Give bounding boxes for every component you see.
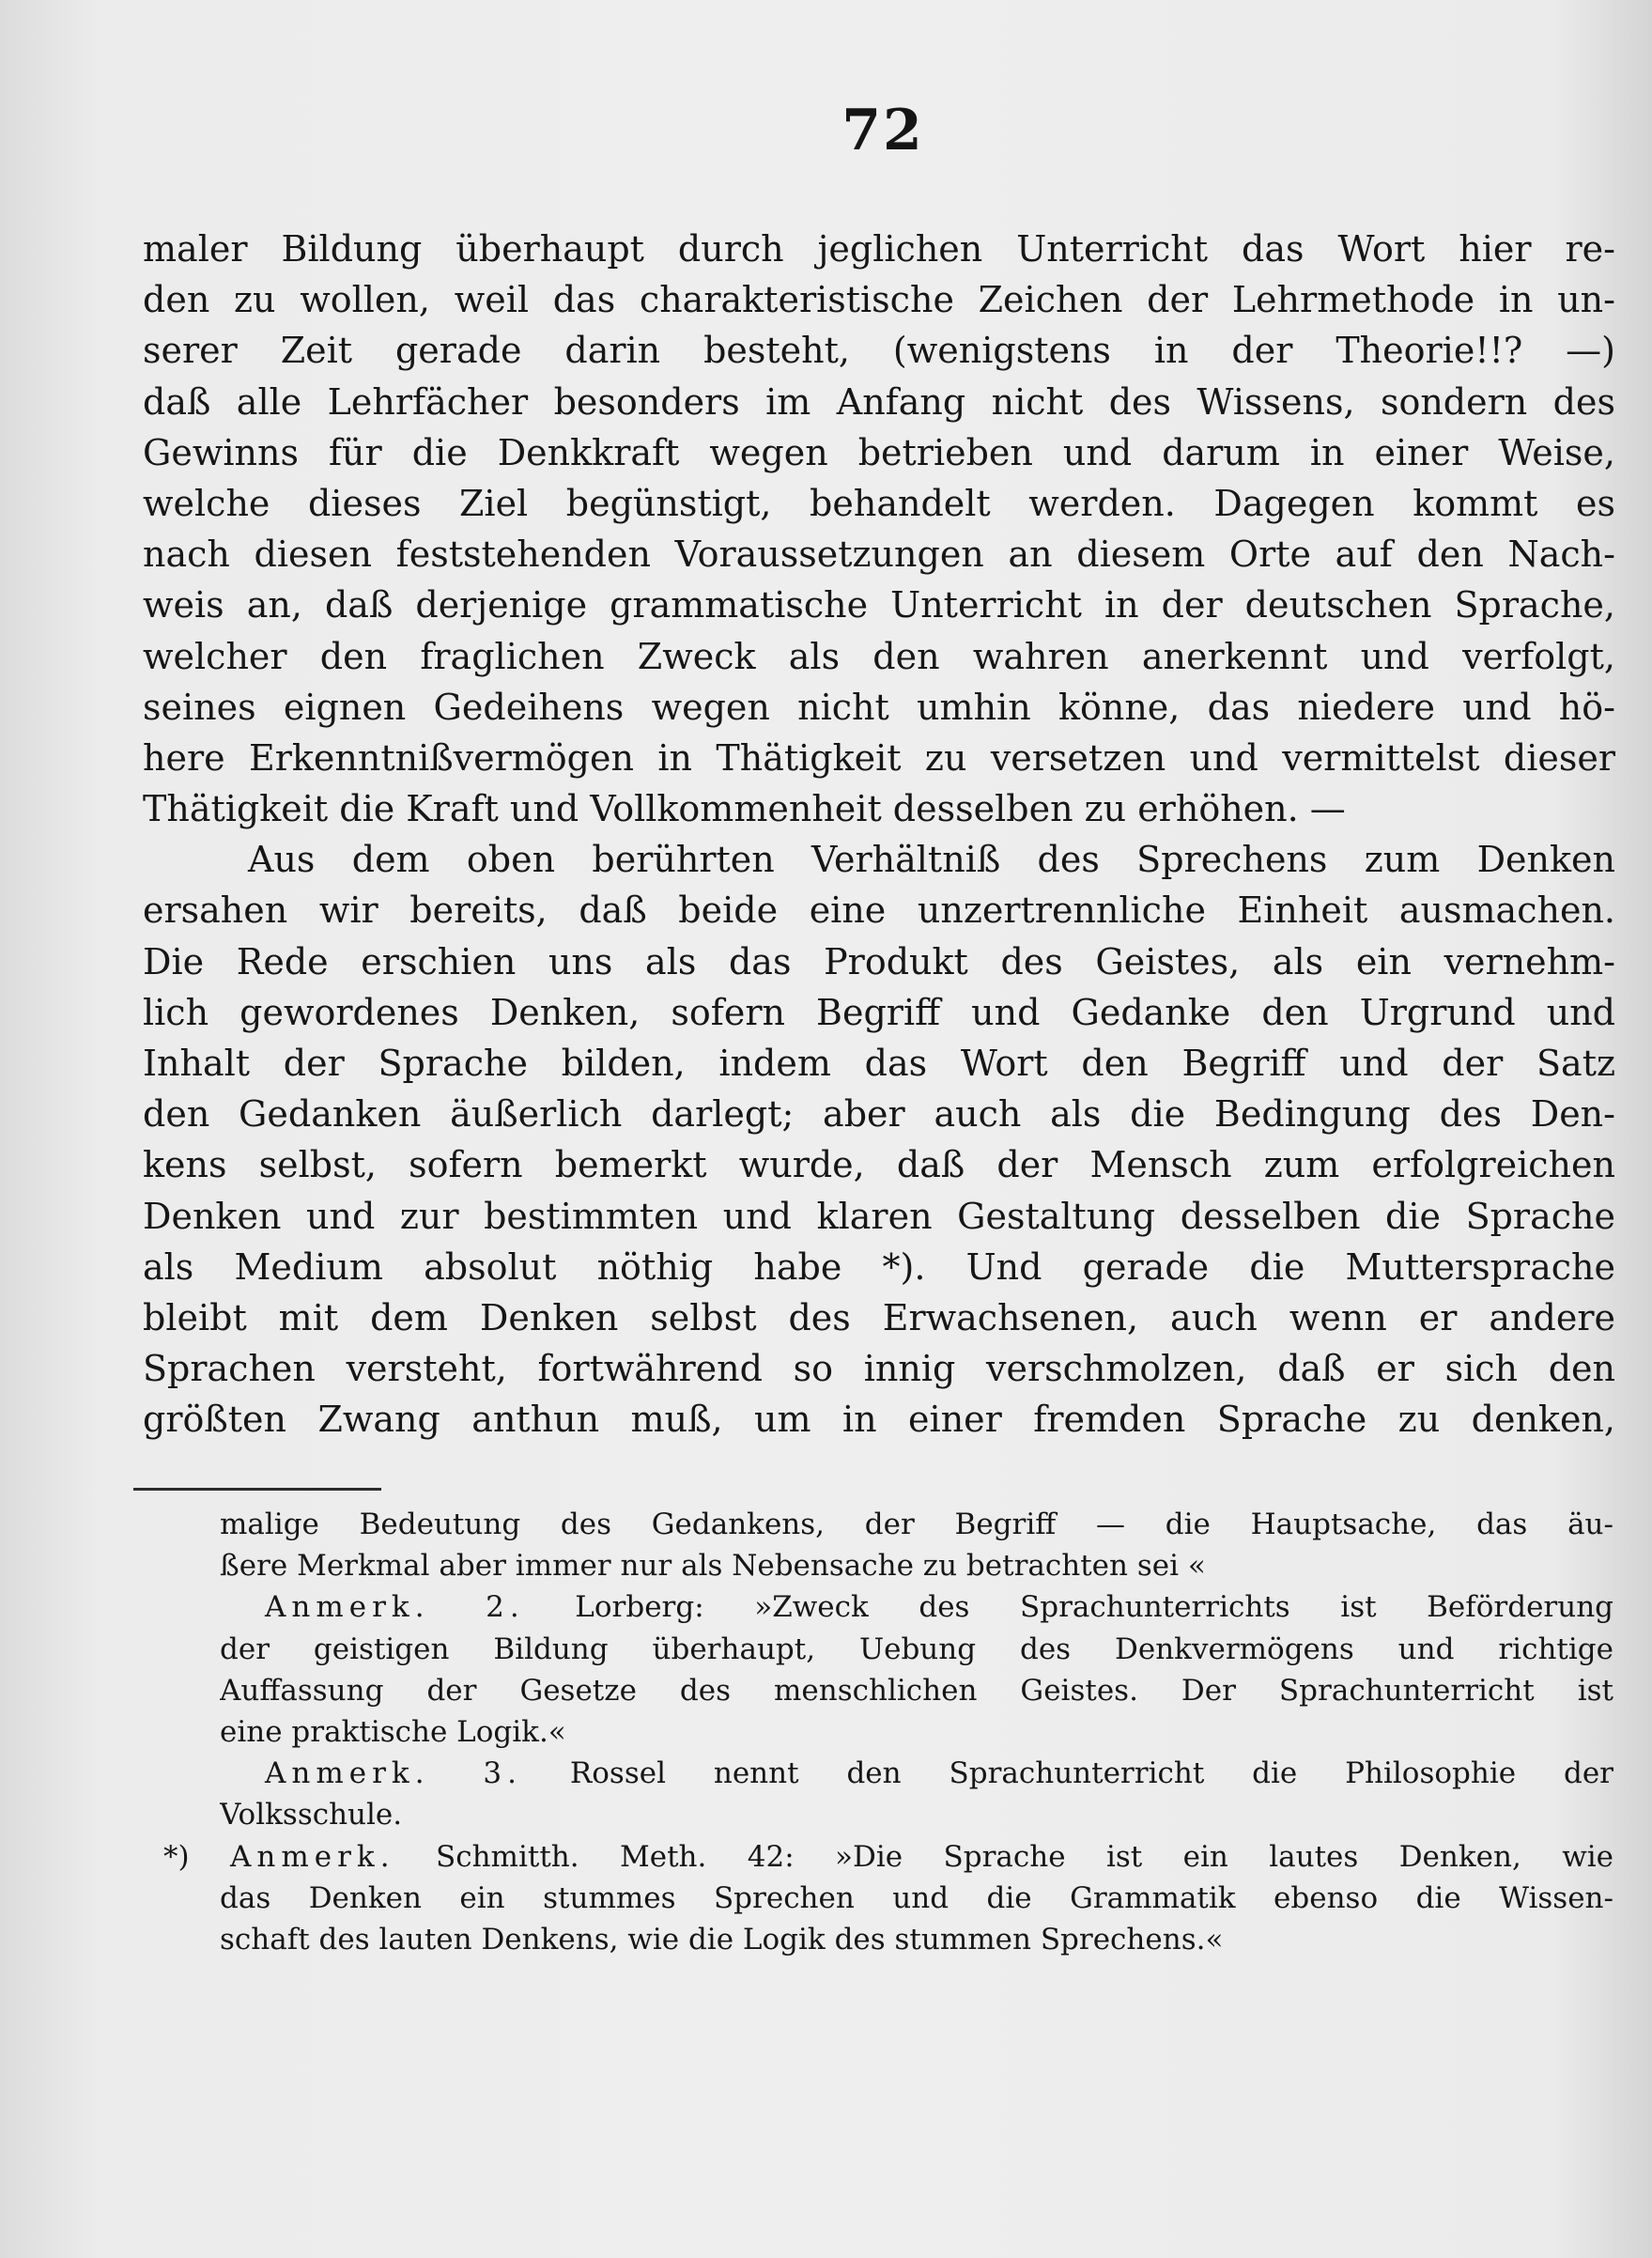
body-line: kens selbst, sofern bemerkt wurde, daß der Mensch zum erfolgreichen <box>143 1144 1615 1186</box>
body-line: Denken und zur bestimmten und klaren Gestaltung desselben die Sprache <box>143 1195 1615 1237</box>
body-line: Aus dem oben berührten Verhältniß des Sprechens zum Denken <box>248 839 1615 881</box>
footnote-line: eine praktische Logik.« <box>220 1714 566 1749</box>
body-line: Thätigkeit die Kraft und Vollkommenheit desselben zu erhöhen. — <box>143 788 1346 830</box>
body-line: bleibt mit dem Denken selbst des Erwachsenen, auch wenn er andere <box>143 1296 1615 1338</box>
footnote-divider <box>133 1488 381 1491</box>
body-line: seines eignen Gedeihens wegen nicht umhin könne, das niedere und hö- <box>143 686 1615 728</box>
body-line: den Gedanken äußerlich darlegt; aber auch als die Bedingung des Den- <box>143 1093 1615 1136</box>
footnote-line: das Denken ein stummes Sprechen und die Grammatik ebenso die Wissen- <box>220 1880 1613 1915</box>
footnote-text: Schmitth. Meth. 42: »Die Sprache ist ein lautes Denken, wie <box>435 1839 1613 1874</box>
body-line: serer Zeit gerade darin besteht, (wenigstens in der Theorie!!? —) <box>143 330 1615 372</box>
body-text <box>143 224 1615 1446</box>
body-line: maler Bildung überhaupt durch jeglichen Unterricht das Wort hier re- <box>143 228 1615 270</box>
footnotes <box>163 1504 1613 1960</box>
body-line: welcher den fraglichen Zweck als den wahren anerkennt und verfolgt, <box>143 635 1615 677</box>
body-line: Sprachen versteht, fortwährend so innig verschmolzen, daß er sich den <box>143 1348 1615 1390</box>
footnote-anmerk-3 <box>220 1753 1613 1794</box>
footnote-star <box>163 1836 1613 1878</box>
body-line: ersahen wir bereits, daß beide eine unzertrennliche Einheit ausmachen. <box>143 889 1615 932</box>
body-line: lich gewordenes Denken, sofern Begriff und Gedanke den Urgrund und <box>143 991 1615 1033</box>
body-line: Gewinns für die Denkkraft wegen betrieben und darum in einer Weise, <box>143 431 1615 473</box>
footnote-text: Rossel nennt den Sprachunterricht die Philosophie der <box>569 1756 1613 1791</box>
footnote-marker: *) <box>163 1839 190 1874</box>
footnote-label: Anmerk. 2. <box>265 1590 525 1625</box>
footnote-line: Auffassung der Gesetze des menschlichen Geistes. Der Sprachunterricht ist <box>220 1673 1613 1708</box>
footnote-line: malige Bedeutung des Gedankens, der Begriff — die Hauptsache, das äu- <box>220 1508 1613 1541</box>
footnote-label: Anmerk. <box>230 1839 395 1874</box>
body-line: Inhalt der Sprache bilden, indem das Wort den Begriff und der Satz <box>143 1043 1615 1084</box>
body-line: nach diesen feststehenden Voraussetzungen an diesem Orte auf den Nach- <box>143 534 1615 576</box>
footnote-line: ßere Merkmal aber immer nur als Nebensache zu betrachten sei « <box>220 1549 1206 1584</box>
body-line: Die Rede erschien uns als das Produkt des Geistes, als ein vernehm- <box>143 940 1615 982</box>
footnote-line: Volksschule. <box>220 1798 403 1833</box>
body-line: welche dieses Ziel begünstigt, behandelt werden. Dagegen kommt es <box>143 482 1615 524</box>
page-number: 72 <box>841 98 924 163</box>
footnote-line: schaft des lauten Denkens, wie die Logik des stummen Sprechens.« <box>220 1922 1224 1956</box>
body-line: here Erkenntnißvermögen in Thätigkeit zu versetzen und vermittelst dieser <box>143 736 1615 779</box>
body-line: weis an, daß derjenige grammatische Unterricht in der deutschen Sprache, <box>143 584 1615 626</box>
body-line: als Medium absolut nöthig habe *). Und gerade die Muttersprache <box>143 1245 1615 1288</box>
body-line: daß alle Lehrfächer besonders im Anfang nicht des Wissens, sondern des <box>143 380 1615 423</box>
footnote-anmerk-2 <box>220 1586 1613 1628</box>
body-line: größten Zwang anthun muß, um in einer fremden Sprache zu denken, <box>143 1399 1615 1441</box>
footnote-line: der geistigen Bildung überhaupt, Uebung des Denkvermögens und richtige <box>220 1632 1613 1666</box>
footnote-label: Anmerk. 3. <box>265 1756 523 1791</box>
footnote-text: Lorberg: »Zweck des Sprachunterrichts ist Beförderung <box>575 1590 1613 1625</box>
body-line: den zu wollen, weil das charakteristische Zeichen der Lehrmethode in un- <box>143 279 1615 321</box>
